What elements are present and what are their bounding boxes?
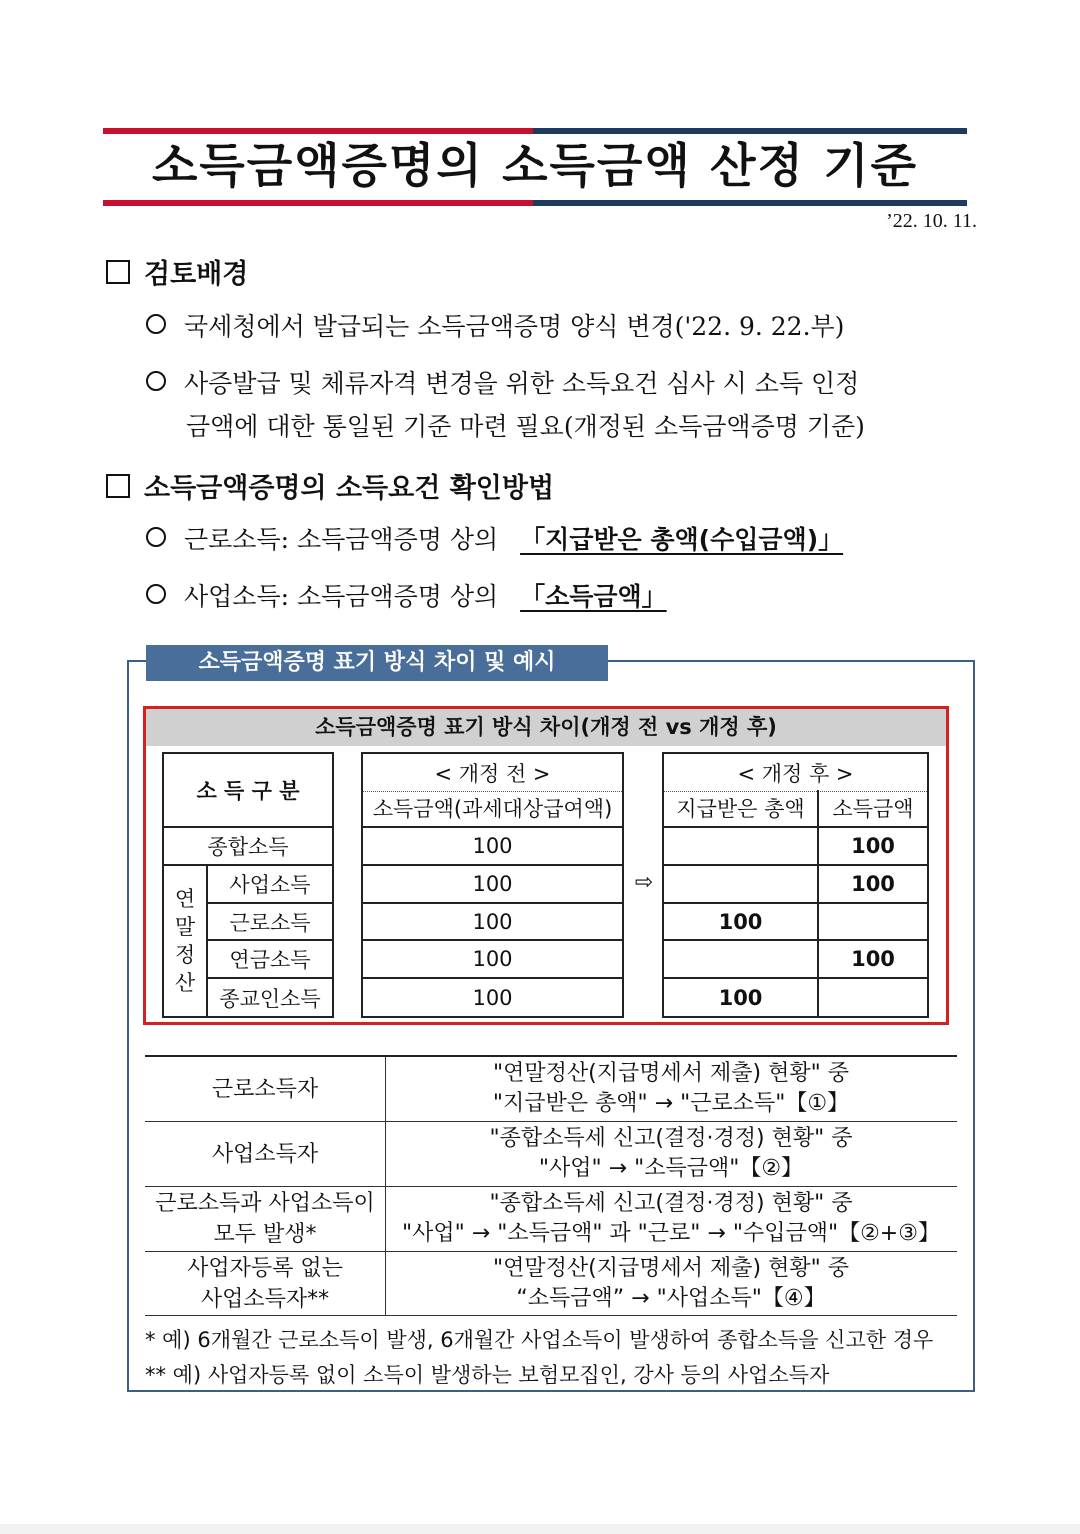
criteria-row [145, 1122, 957, 1187]
after-paid-value: 100 [662, 902, 819, 941]
page-title: 소득금액증명의 소득금액 산정 기준 [151, 139, 919, 194]
before-value: 100 [361, 902, 624, 941]
title-bottom-bar [103, 200, 967, 206]
highlight-value: 「지급받은 총액(수입금액)」 [520, 525, 844, 554]
criteria-rule: "연말정산(지급명세서 제출) 현황" 중 “소득금액” → "사업소득"【④】 [493, 1255, 849, 1311]
checkbox-square-icon [106, 474, 130, 498]
before-value: 100 [361, 939, 624, 979]
arrow-icon: ⇨ [634, 870, 654, 895]
section-heading-background: 검토배경 [106, 252, 248, 291]
example-tab-label: 소득금액증명 표기 방식 차이 및 예시 [146, 645, 608, 681]
row-label: 종합소득 [162, 826, 334, 866]
criteria-rule: "종합소득세 신고(결정·경정) 현황" 중 "사업" → "소득금액" 과 "근로" → "수입금액"【②+③】 [402, 1191, 940, 1246]
criteria-who: 사업자등록 없는 사업소득자** [145, 1252, 386, 1315]
criteria-rule: "종합소득세 신고(결정·경정) 현황" 중 "사업" → "소득금액"【②】 [489, 1126, 853, 1181]
bullet-item: 국세청에서 발급되는 소득금액증명 양식 변경('22. 9. 22.부) [146, 307, 844, 347]
circle-bullet-icon [146, 314, 166, 334]
after-income-value [817, 977, 929, 1018]
row-label: 사업소득 [206, 864, 334, 904]
highlight-value: 「소득금액」 [520, 582, 667, 611]
bullet-item: 사업소득: 소득금액증명 상의 「소득금액」 [146, 577, 667, 617]
footnote: * 예) 6개월간 근로소득이 발생, 6개월간 사업소득이 발생하여 종합소득을 신고한 경우 [145, 1328, 934, 1352]
checkbox-square-icon [106, 260, 130, 284]
criteria-rule: "연말정산(지급명세서 제출) 현황" 중 "지급받은 총액" → "근로소득"【①】 [492, 1061, 850, 1116]
after-subheader-paid: 지급받은 총액 [662, 790, 819, 828]
row-label: 연금소득 [206, 939, 334, 979]
row-label: 근로소득 [206, 902, 334, 941]
criteria-who: 사업소득자 [145, 1122, 386, 1186]
before-subheader: 소득금액(과세대상급여액) [361, 790, 624, 828]
before-value: 100 [361, 826, 624, 866]
after-subheader-income: 소득금액 [817, 790, 929, 828]
after-paid-value [662, 864, 819, 904]
criteria-row [145, 1252, 957, 1316]
after-income-value: 100 [817, 864, 929, 904]
circle-bullet-icon [146, 527, 166, 547]
after-income-value: 100 [817, 939, 929, 979]
document-date: ’22. 10. 11. [886, 210, 977, 232]
after-header: < 개정 후 > [662, 752, 929, 792]
after-paid-value [662, 826, 819, 866]
after-income-value: 100 [817, 826, 929, 866]
circle-bullet-icon [146, 584, 166, 604]
comparison-title: 소득금액증명 표기 방식 차이(개정 전 vs 개정 후) [146, 709, 946, 746]
circle-bullet-icon [146, 371, 166, 391]
criteria-who: 근로소득과 사업소득이 모두 발생* [145, 1187, 386, 1251]
before-value: 100 [361, 864, 624, 904]
criteria-who: 근로소득자 [145, 1057, 386, 1121]
before-value: 100 [361, 977, 624, 1018]
after-income-value [817, 902, 929, 941]
year-end-settlement-label: 연 말 정 산 [162, 864, 208, 1018]
after-paid-value: 100 [662, 977, 819, 1018]
row-label: 종교인소득 [206, 977, 334, 1018]
before-header: < 개정 전 > [361, 752, 624, 792]
category-header: 소 득 구 분 [162, 752, 334, 828]
criteria-row [145, 1057, 957, 1122]
bullet-item: 사증발급 및 체류자격 변경을 위한 소득요건 심사 시 소득 인정 [146, 364, 859, 404]
footnote: ** 예) 사업자등록 없이 소득이 발생하는 보험모집인, 강사 등의 사업소득자 [145, 1363, 830, 1387]
bullet-continuation: 금액에 대한 통일된 기준 마련 필요(개정된 소득금액증명 기준) [186, 412, 865, 441]
criteria-row [145, 1187, 957, 1252]
after-paid-value [662, 939, 819, 979]
bullet-item: 근로소득: 소득금액증명 상의 「지급받은 총액(수입금액)」 [146, 520, 843, 560]
section-heading-method: 소득금액증명의 소득요건 확인방법 [106, 466, 554, 505]
